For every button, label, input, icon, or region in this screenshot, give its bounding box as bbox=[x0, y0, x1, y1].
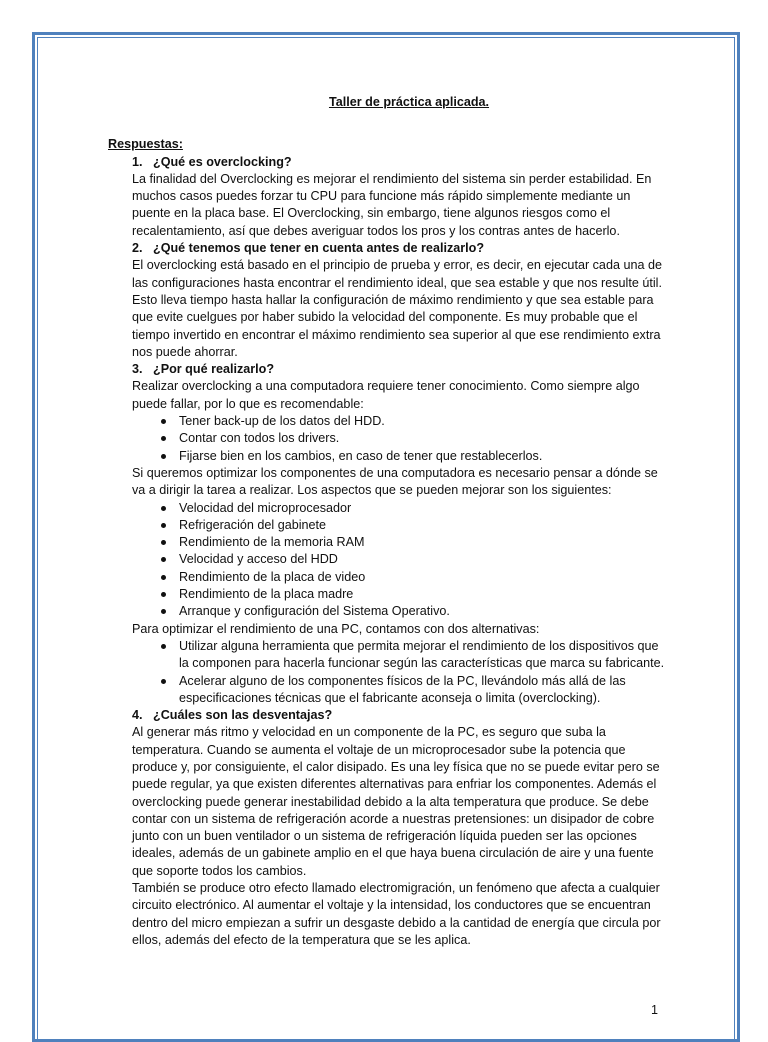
answer-3-intro: Realizar overclocking a una computadora requiere tener conocimiento. Como siempre algo puede fallar, por lo que es recomendable: bbox=[132, 379, 640, 411]
document-body bbox=[108, 94, 668, 949]
question-2-text: ¿Qué tenemos que tener en cuenta antes de realizarlo? bbox=[153, 241, 485, 256]
list-item: Tener back-up de los datos del HDD. bbox=[156, 413, 668, 430]
answers-heading: Respuestas: bbox=[108, 137, 183, 152]
recommendations-list bbox=[108, 413, 668, 465]
list-item: Contar con todos los drivers. bbox=[156, 430, 668, 447]
answer-1-paragraph: La finalidad del Overclocking es mejorar el rendimiento del sistema sin perder estabilidad. En muchos casos puedes forzar tu CPU para funcione más rápido simplemente mediante un puente en la placa base. El Overclocking, sin embargo, tiene algunos riesgos como el recalentamiento, así que debes averiguar todos los pros y los contras antes de hacerlo. bbox=[132, 171, 652, 238]
question-4-number: 4. bbox=[132, 708, 143, 723]
list-item: Refrigeración del gabinete bbox=[156, 517, 668, 534]
page-number: 1 bbox=[650, 1003, 658, 1017]
question-2-number: 2. bbox=[132, 241, 143, 256]
list-item: Rendimiento de la placa madre bbox=[156, 586, 668, 603]
list-item: Velocidad del microprocesador bbox=[156, 500, 668, 517]
list-item: Arranque y configuración del Sistema Operativo. bbox=[156, 603, 668, 620]
list-item: Utilizar alguna herramienta que permita mejorar el rendimiento de los dispositivos que la componen para hacerla funcionar según las características que marca su fabricante. bbox=[156, 638, 668, 673]
list-item: Velocidad y acceso del HDD bbox=[156, 551, 668, 568]
question-3-heading bbox=[108, 361, 668, 378]
question-1-number: 1. bbox=[132, 154, 143, 169]
answer-3-middle: Si queremos optimizar los componentes de una computadora es necesario pensar a dónde se va a dirigir la tarea a realizar. Los aspectos que se pueden mejorar son los siguientes: bbox=[132, 465, 658, 498]
question-2-heading bbox=[108, 240, 668, 257]
list-item: Rendimiento de la memoria RAM bbox=[156, 534, 668, 551]
answer-3-alternatives-intro: Para optimizar el rendimiento de una PC, contamos con dos alternativas: bbox=[132, 621, 540, 636]
answer-4-paragraph-1: Al generar más ritmo y velocidad en un componente de la PC, es seguro que suba la temperatura. Cuando se aumenta el voltaje de un microprocesador sube la potencia que produce y, por consiguiente, el calor disipado. Es una ley física que no se puede evitar pero se puede regular, ya que existen diferentes alternativas para enfriar los componentes. Además el overclocking puede generar inestabilidad debido a la alta temperatura que produce. Se debe contar con un sistema de refrigeración acorde a nuestras pretensiones: un disipador de cobre junto con un buen ventilador o un sistema de refrigeración líquida pueden ser las opciones ideales, además de un gabinete amplio en el que haya buena circulación de aire y una fuente que soporte todos los cambios. bbox=[132, 725, 660, 878]
list-item: Rendimiento de la placa de video bbox=[156, 569, 668, 586]
question-1-heading bbox=[108, 154, 668, 171]
list-item: Fijarse bien en los cambios, en caso de tener que restablecerlos. bbox=[156, 448, 668, 465]
list-item: Acelerar alguno de los componentes físicos de la PC, llevándolo más allá de las especificaciones técnicas que el fabricante aconseja o limita (overclocking). bbox=[156, 673, 668, 708]
question-3-number: 3. bbox=[132, 362, 143, 377]
answer-4-paragraph-2: También se produce otro efecto llamado electromigración, un fenómeno que afecta a cualquier circuito electrónico. Al aumentar el voltaje y la intensidad, los conductores que se encuentran dentro del micro empiezan a sufrir un desgaste debido a la cantidad de energía que circula por ellos, además del efecto de la temperatura que se les aplica. bbox=[132, 881, 661, 947]
question-1-text: ¿Qué es overclocking? bbox=[153, 154, 292, 169]
document-title: Taller de práctica aplicada. bbox=[328, 95, 490, 109]
question-4-heading bbox=[108, 707, 668, 724]
question-4-text: ¿Cuáles son las desventajas? bbox=[153, 708, 333, 723]
alternatives-list bbox=[108, 638, 668, 707]
answer-2-paragraph: El overclocking está basado en el principio de prueba y error, es decir, en ejecutar cada una de las configuraciones hasta encontrar el rendimiento ideal, que sea estable y que nos resulte útil. Esto lleva tiempo hasta hallar la configuración de máximo rendimiento y que sea estable para que evite cuelgues por haber subido la velocidad del componente. Es muy probable que el tiempo invertido en encontrar el máximo rendimiento sea superior al que ese rendimiento extra nos puede ahorrar. bbox=[132, 258, 662, 359]
question-3-text: ¿Por qué realizarlo? bbox=[153, 362, 275, 377]
improvement-aspects-list bbox=[108, 500, 668, 621]
